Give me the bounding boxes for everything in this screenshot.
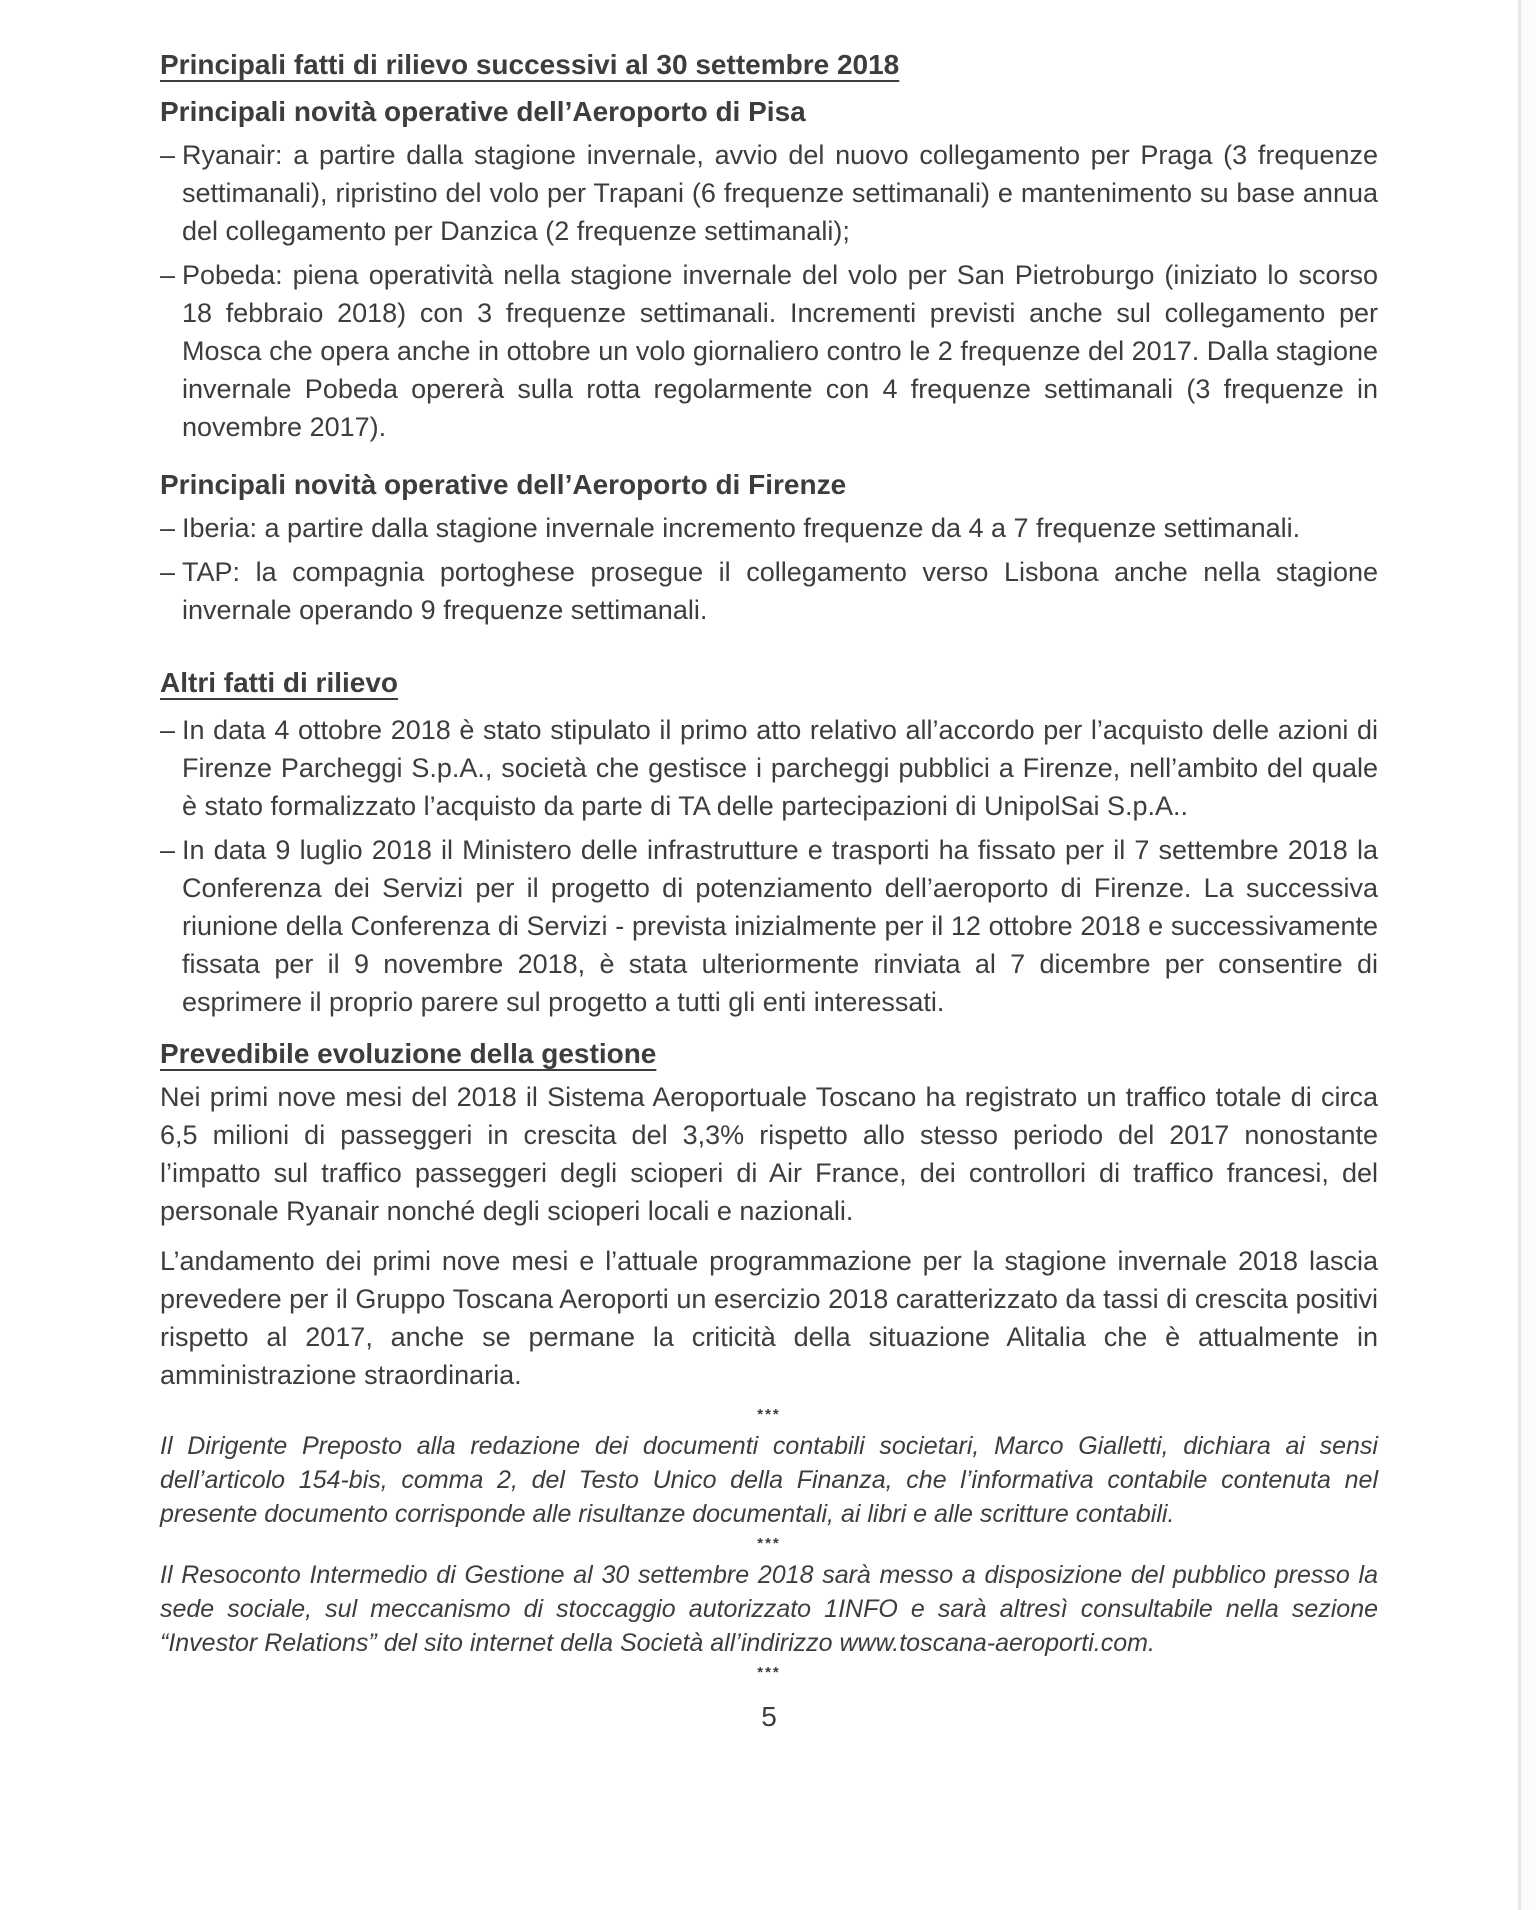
legal-paragraph-dirigente: Il Dirigente Preposto alla redazione dei documenti contabili societari, Marco Gialletti, dichiara ai sensi dell’articolo 154-bis, comma 2, del Testo Unico della Finanza, che l’informativa contabile contenuta nel presente documento corrisponde alle risultanze documentali, ai libri e alle scritture contabili.: [160, 1432, 1378, 1528]
section-separator: ***: [757, 1664, 781, 1681]
bullet-dash: –: [160, 513, 176, 543]
altri-fatti-heading: Altri fatti di rilievo: [160, 667, 399, 698]
bullet-text-firenze-parcheggi: In data 4 ottobre 2018 è stato stipulato il primo atto relativo all’accordo per l’acquisto delle azioni di Firenze Parcheggi S.p.A., società che gestisce i parcheggi pubblici a Firenze, nell’ambito del quale è stato formalizzato l’acquisto da parte di TA delle partecipazioni di UnipolSai S.p.A..: [182, 715, 1378, 821]
bullet-text-ryanair: Ryanair: a partire dalla stagione invernale, avvio del nuovo collegamento per Praga (3 frequenze settimanali), ripristino del volo per Trapani (6 frequenze settimanali) e mantenimento su base annua del collegamento per Danzica (2 frequenze settimanali);: [182, 140, 1378, 246]
evoluzione-heading: Prevedibile evoluzione della gestione: [160, 1038, 657, 1069]
bullet-text-tap: TAP: la compagnia portoghese prosegue il collegamento verso Lisbona anche nella stagione invernale operando 9 frequenze settimanali.: [182, 557, 1378, 625]
pisa-section-heading: Principali novità operative dell’Aeroporto di Pisa: [160, 96, 806, 127]
list-item: [160, 136, 1378, 250]
legal-paragraph-resoconto: Il Resoconto Intermedio di Gestione al 30 settembre 2018 sarà messo a disposizione del pubblico presso la sede sociale, sul meccanismo di stoccaggio autorizzato 1INFO e sarà altresì consultabile nella sezione “Investor Relations” del sito internet della Società all’indirizzo www.toscana-aeroporti.com.: [160, 1561, 1378, 1657]
list-item: [160, 256, 1378, 446]
bullet-text-iberia: Iberia: a partire dalla stagione invernale incremento frequenze da 4 a 7 frequenze settimanali.: [182, 513, 1301, 543]
section-separator: ***: [757, 1535, 781, 1552]
paragraph-andamento: L’andamento dei primi nove mesi e l’attuale programmazione per la stagione invernale 2018 lascia prevedere per il Gruppo Toscana Aeroporti un esercizio 2018 caratterizzato da tassi di crescita positivi rispetto al 2017, anche se permane la criticità della situazione Alitalia che è attualmente in amministrazione straordinaria.: [160, 1246, 1378, 1390]
bullet-dash: –: [160, 557, 176, 587]
list-item: [160, 553, 1378, 629]
page-edge-shadow: [1518, 0, 1536, 1910]
bullet-dash: –: [160, 260, 176, 290]
firenze-section-heading: Principali novità operative dell’Aeroporto di Firenze: [160, 469, 847, 500]
list-item: [160, 711, 1378, 825]
bullet-dash: –: [160, 715, 176, 745]
section-separator: ***: [757, 1406, 781, 1423]
bullet-text-conferenza-servizi: In data 9 luglio 2018 il Ministero delle infrastrutture e trasporti ha fissato per il 7 settembre 2018 la Conferenza dei Servizi per il progetto di potenziamento dell’aeroporto di Firenze. La successiva riunione della Conferenza di Servizi - prevista inizialmente per il 12 ottobre 2018 e successivamente fissata per il 9 novembre 2018, è stata ulteriormente rinviata al 7 dicembre per consentire di esprimere il proprio parere sul progetto a tutti gli enti interessati.: [182, 835, 1378, 1017]
main-heading: Principali fatti di rilievo successivi al 30 settembre 2018: [160, 49, 900, 80]
paragraph-traffico: Nei primi nove mesi del 2018 il Sistema Aeroportuale Toscano ha registrato un traffico totale di circa 6,5 milioni di passeggeri in crescita del 3,3% rispetto allo stesso periodo del 2017 nonostante l’impatto sul traffico passeggeri degli scioperi di Air France, dei controllori di traffico francesi, del personale Ryanair nonché degli scioperi locali e nazionali.: [160, 1082, 1378, 1226]
list-item: [160, 831, 1378, 1021]
page-number: 5: [761, 1701, 777, 1732]
list-item: [160, 509, 1378, 547]
bullet-text-pobeda: Pobeda: piena operatività nella stagione invernale del volo per San Pietroburgo (iniziato lo scorso 18 febbraio 2018) con 3 frequenze settimanali. Incrementi previsti anche sul collegamento per Mosca che opera anche in ottobre un volo giornaliero contro le 2 frequenze del 2017. Dalla stagione invernale Pobeda opererà sulla rotta regolarmente con 4 frequenze settimanali (3 frequenze in novembre 2017).: [182, 260, 1378, 442]
bullet-dash: –: [160, 140, 176, 170]
document-content: [160, 46, 1378, 1732]
bullet-dash: –: [160, 835, 176, 865]
